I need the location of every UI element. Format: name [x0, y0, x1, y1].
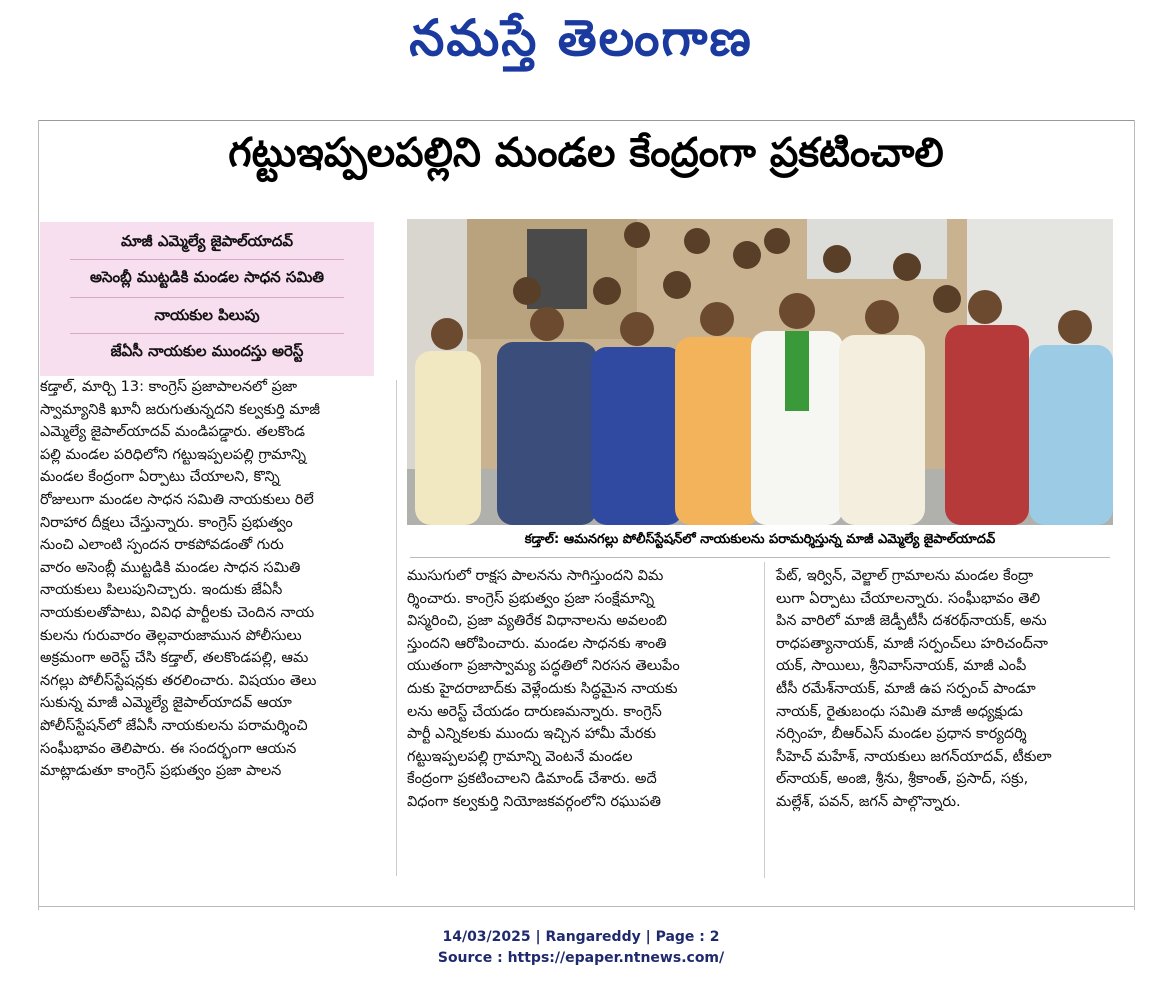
article-line: మండల కేంద్రంగా ఏర్పాటు చేయాలని, కొన్ని	[40, 469, 280, 486]
news-photo	[407, 219, 1113, 525]
article-line: నిరాహార దీక్షలు చేస్తున్నారు. కాంగ్రెస్ ప్రభుత్వం	[40, 514, 293, 531]
article-line: పిన వారిలో మాజీ జెడ్పీటీసీ దశరథ్‌నాయక్, అను	[776, 613, 1047, 630]
article-line: నాయక్, రైతుబంధు సమితి మాజీ అధ్యక్షుడు	[776, 703, 1023, 720]
frame-right-rule	[1134, 120, 1135, 910]
article-line: కేంద్రంగా ప్రకటించాలని డిమాండ్ చేశారు. అదే	[407, 771, 657, 788]
footer-date-edition-page: 14/03/2025 | Rangareddy | Page : 2	[442, 929, 720, 945]
article-line: వారం అసెంబ్లీ ముట్టడికి మండల సాధన సమితి	[40, 559, 301, 576]
column-rule	[764, 562, 765, 878]
newspaper-masthead: నమస్తే తెలంగాణ	[409, 8, 753, 67]
article-line: దుకు హైదరాబాద్‌కు వెళ్లేందుకు సిద్ధమైన నాయకు	[407, 680, 678, 697]
article-line: విధంగా కల్వకుర్తి నియోజకవర్గంలోని రఘుపతి	[407, 793, 662, 810]
article-line: రాధపత్యానాయక్, మాజీ సర్పంచ్‌లు హరిచంద్‌నా	[776, 635, 1048, 652]
article-line: కడ్తాల్, మార్చి 13: కాంగ్రెస్ ప్రజాపాలనలో ప్రజా	[40, 379, 298, 395]
article-line: నుంచి ఎలాంటి స్పందన రాకపోవడంతో గురు	[40, 537, 284, 554]
article-line: మల్లేశ్, పవన్, జగన్ పాల్గొన్నారు.	[776, 793, 961, 810]
article-line: యక్, సాయిలు, శ్రీనివాస్‌నాయక్, మాజీ ఎంపీ	[776, 658, 1027, 675]
frame-left-rule	[38, 120, 39, 910]
deck-divider	[70, 297, 344, 298]
article-line: గట్టుఇప్పలపల్లి గ్రామాన్ని వెంటనే మండల	[407, 748, 633, 765]
deck-line: జేఏసీ నాయకుల ముందస్తు అరెస్ట్	[110, 342, 304, 360]
article-deck-box	[40, 222, 374, 376]
article-line: యుతంగా ప్రజాస్వామ్య పద్ధతిలో నిరసన తెలుపేం	[407, 658, 680, 675]
frame-bottom-rule	[38, 906, 1134, 907]
article-line: స్వామ్యానికి ఖూనీ జరుగుతున్నదని కల్వకుర్తి మాజీ	[40, 401, 320, 418]
article-line: పల్లి మండల పరిధిలోని గట్టుఇప్పలపల్లి గ్రామాన్ని	[40, 446, 306, 463]
article-line: మాట్లాడుతూ కాంగ్రెస్ ప్రభుత్వం ప్రజా పాలన	[40, 763, 282, 780]
article-line: ల్‌నాయక్, అంజి, శ్రీను, శ్రీకాంత్, ప్రసాద్, సక్రు,	[776, 771, 1029, 788]
deck-line: నాయకుల పిలుపు	[154, 306, 260, 324]
deck-divider	[70, 333, 344, 334]
article-line: నర్సింహ, బీఆర్‌ఎస్ మండల ప్రధాన కార్యదర్శి	[776, 726, 1027, 743]
article-column-1	[40, 376, 392, 783]
article-line: స్తుందని ఆరోపించారు. మండల సాధనకు శాంతి	[407, 635, 667, 652]
column-rule	[396, 380, 397, 876]
article-column-3	[776, 565, 1132, 814]
article-headline: గట్టుఇప్పలపల్లిని మండల కేంద్రంగా ప్రకటించాలి	[228, 130, 944, 176]
article-line: రోజులుగా మండల సాధన సమితి నాయకులు రిలే	[40, 491, 314, 508]
deck-divider	[70, 259, 344, 260]
article-line: సుకున్న మాజీ ఎమ్మెల్యే జైపాల్‌యాదవ్ ఆయా	[40, 695, 292, 712]
article-line: లుగా ఏర్పాటు చేయాలన్నారు. సంఘీభావం తెలి	[776, 590, 1041, 607]
article-line: విస్మరించి, ప్రజా వ్యతిరేక విధానాలను అవలంబి	[407, 613, 667, 630]
article-column-2	[407, 565, 759, 814]
caption-divider	[410, 557, 1110, 558]
article-line: లను అరెస్ట్ చేయడం దారుణమన్నారు. కాంగ్రెస్	[407, 703, 662, 720]
article-line: పేట్, ఇర్విన్, వెల్జాల్ గ్రామాలను మండల కేంద్రా	[776, 568, 1034, 584]
deck-line: అసెంబ్లీ ముట్టడికి మండల సాధన సమితి	[89, 268, 325, 286]
photo-caption: కడ్తాల్: ఆమనగల్లు పోలీస్‌స్టేషన్‌లో నాయకులను పరామర్శిస్తున్న మాజీ ఎమ్మెల్యే జైపాల్‌యాదవ్	[524, 532, 996, 547]
frame-top-rule	[38, 120, 1134, 121]
article-line: నాయకులు పిలుపునిచ్చారు. ఇందుకు జేఏసీ	[40, 582, 283, 599]
article-line: పోలీస్‌స్టేషన్‌లో జేఏసీ నాయకులను పరామర్శించి	[40, 717, 308, 734]
article-line: నాయకులతోపాటు, వివిధ పార్టీలకు చెందిన నాయ	[40, 604, 315, 621]
deck-line: మాజీ ఎమ్మెల్యే జైపాల్‌యాదవ్	[120, 232, 294, 250]
group-photo-illustration	[407, 219, 1113, 525]
footer-source-link[interactable]: Source : https://epaper.ntnews.com/	[437, 950, 725, 966]
article-line: పార్టీ ఎన్నికలకు ముందు ఇచ్చిన హామీ మేరకు	[407, 726, 657, 743]
article-line: నగల్లు పోలీస్‌స్టేషన్లకు తరలించారు. విషయం తెలు	[40, 672, 317, 689]
article-line: ఎమ్మెల్యే జైపాల్‌యాదవ్ మండిపడ్డారు. తలకొండ	[40, 424, 306, 441]
article-line: అక్రమంగా అరెస్ట్ చేసి కడ్తాల్, తలకొండపల్లి, ఆమ	[40, 650, 309, 667]
article-line: ముసుగులో రాక్షస పాలనను సాగిస్తుందని విమ	[407, 568, 664, 584]
article-line: సీహెచ్ మహేశ్, నాయకులు జగన్‌యాదవ్, టీకులా	[776, 748, 1052, 765]
article-line: కులను గురువారం తెల్లవారుజామున పోలీసులు	[40, 627, 302, 644]
article-line: ర్శించారు. కాంగ్రెస్ ప్రభుత్వం ప్రజా సంక్షేమాన్ని	[407, 590, 655, 607]
article-line: సంఘీభావం తెలిపారు. ఈ సందర్భంగా ఆయన	[40, 740, 297, 757]
article-line: టీసీ రమేశ్‌నాయక్, మాజీ ఉప సర్పంచ్ పాండూ	[776, 680, 1036, 697]
